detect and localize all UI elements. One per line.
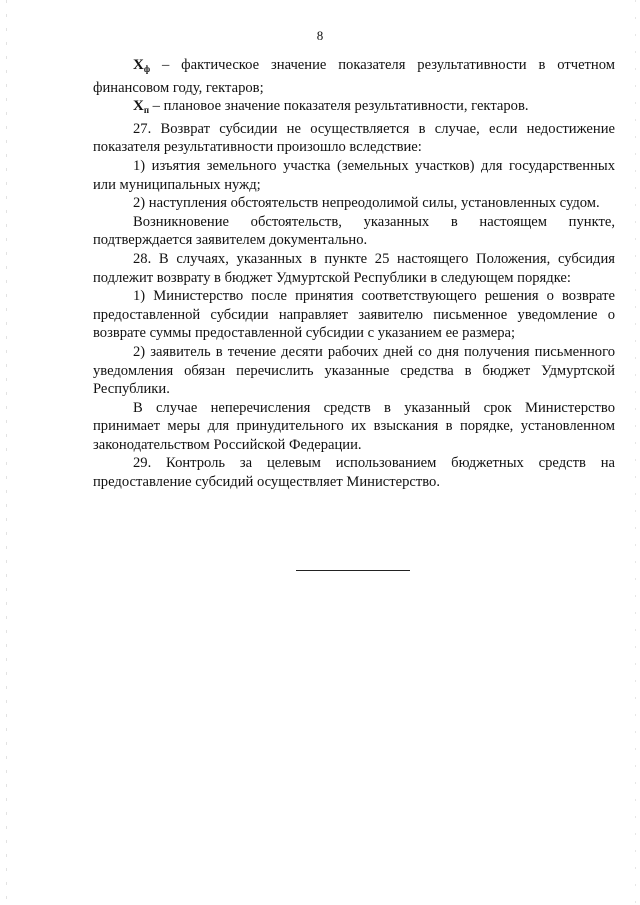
paragraph-28-item-2: 2) заявитель в течение десяти рабочих дней со дня получения письменного уведомления обязан перечислить указанные средства в бюджет Удмуртской Республики.: [93, 343, 615, 398]
definition-xf: [93, 56, 615, 97]
paragraph-28: 28. В случаях, указанных в пункте 25 настоящего Положения, субсидия подлежит возврату в бюджет Удмуртской Республики в следующем порядке:: [93, 250, 615, 286]
definition-xf-text: – фактическое значение показателя результативности в отчетном финансовом году, гектаров;: [93, 57, 615, 96]
document-body: [93, 56, 615, 492]
paragraph-27-item-2: 2) наступления обстоятельств непреодолимой силы, установленных судом.: [133, 195, 600, 212]
variable-symbol-xp: $X_п$: [133, 98, 150, 116]
variable-symbol-xf: $X_ф$: [133, 57, 151, 74]
paragraph-27-note: Возникновение обстоятельств, указанных в настоящем пункте, подтверждается заявителем документально.: [93, 213, 615, 249]
end-separator-line: [296, 570, 410, 571]
paragraph-27: 27. Возврат субсидии не осуществляется в случае, если недостижение показателя результативности произошло вследствие:: [93, 120, 615, 156]
scan-edge-left: [6, 0, 7, 905]
paragraph-28-item-1: 1) Министерство после принятия соответствующего решения о возврате предоставленной субсидии направляет заявителю письменное уведомление о возврате суммы предоставленной субсидии с указанием ее размера;: [93, 288, 615, 342]
definition-xp-text: – плановое значение показателя результативности, гектаров.: [149, 98, 529, 115]
page-number: 8: [316, 28, 324, 43]
paragraph-29: 29. Контроль за целевым использованием бюджетных средств на предоставление субсидий осуществляет Министерство.: [93, 455, 615, 491]
paragraph-27-item-1: 1) изъятия земельного участка (земельных участков) для государственных или муниципальных нужд;: [93, 157, 615, 193]
paragraph-28-note: В случае неперечисления средств в указанный срок Министерство принимает меры для принудительного их взыскания в порядке, установленном законодательством Российской Федерации.: [93, 399, 615, 453]
definition-xp: [93, 97, 615, 120]
scan-edge-right: [635, 0, 636, 905]
